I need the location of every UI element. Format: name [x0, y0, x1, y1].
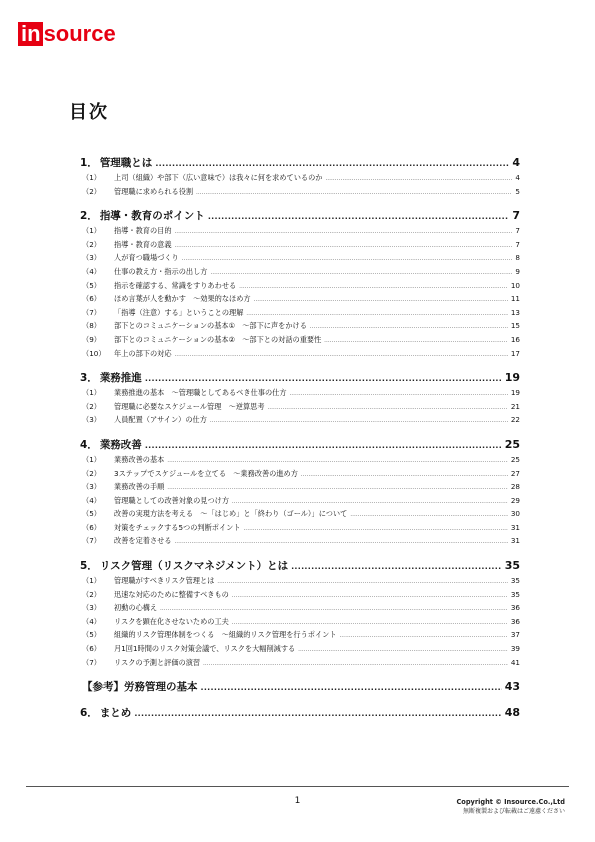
company-logo [18, 22, 116, 46]
entry-title: 業務推進の基本 ～管理職としてあるべき仕事の仕方 [114, 388, 287, 398]
dot-leader [246, 308, 507, 317]
entry-title: 管理職がすべきリスク管理とは [114, 576, 215, 586]
toc-section-heading[interactable] [80, 155, 520, 173]
section-number: 6． [80, 707, 98, 720]
dot-leader [324, 335, 508, 344]
entry-number: （3） [82, 415, 101, 425]
dot-leader [145, 372, 502, 384]
section-title: 管理職とは [99, 157, 153, 169]
entry-page: 22 [510, 415, 520, 425]
section-number: 1． [80, 157, 98, 169]
toc-entry[interactable] [80, 402, 520, 416]
entry-title: 人が育つ職場づくり [114, 253, 179, 263]
logo-text: source [43, 21, 116, 46]
dot-leader [239, 281, 508, 290]
toc-entry[interactable] [80, 281, 520, 295]
toc-entry[interactable] [80, 630, 520, 644]
entry-title: 指導・教育の意義 [114, 239, 172, 249]
entry-title: 改善を定着させる [114, 536, 172, 546]
toc-entry[interactable] [80, 576, 520, 590]
entry-page: 10 [510, 280, 520, 290]
toc-entry[interactable] [80, 469, 520, 483]
entry-title: 人員配置（アサイン）の仕方 [114, 415, 207, 425]
toc-entry[interactable] [80, 240, 520, 254]
dot-leader [182, 253, 513, 262]
dot-leader [268, 402, 508, 411]
toc-entry[interactable] [80, 415, 520, 429]
entry-page: 25 [510, 454, 520, 464]
dot-leader [350, 509, 508, 518]
toc-entry[interactable] [80, 253, 520, 267]
entry-number: （2） [82, 401, 101, 411]
entry-number: （7） [82, 307, 101, 317]
entry-number: （1） [82, 173, 101, 182]
entry-page: 4 [515, 173, 520, 182]
dot-leader [196, 187, 512, 196]
toc-entry[interactable] [80, 455, 520, 469]
copyright-text: Copyright © Insource.Co.,Ltd [456, 798, 565, 806]
toc-section [80, 208, 520, 362]
copyright-notice: 無断複製および転載はご遠慮ください [462, 808, 565, 815]
entry-page: 30 [510, 509, 520, 519]
page-number: 1 [294, 796, 301, 806]
toc-section-heading[interactable] [80, 208, 520, 226]
entry-page: 9 [515, 266, 520, 276]
entry-page: 13 [510, 307, 520, 317]
dot-leader [232, 617, 508, 626]
toc-section [80, 155, 520, 200]
entry-page: 7 [515, 226, 520, 236]
entry-number: （4） [82, 495, 101, 505]
toc-entry[interactable] [80, 509, 520, 523]
entry-page: 17 [510, 348, 520, 358]
entry-title: 年上の部下の対応 [114, 348, 172, 358]
entry-page: 28 [510, 482, 520, 492]
toc-entry[interactable] [80, 482, 520, 496]
entry-number: （7） [82, 536, 101, 546]
toc-entry[interactable] [80, 335, 520, 349]
entry-title: 改善の実現方法を考える ～「はじめ」と「終わり（ゴール）」について [114, 509, 348, 519]
dot-leader [232, 496, 508, 505]
toc-section-heading[interactable] [80, 370, 520, 388]
entry-title: リスクを顕在化させないための工夫 [114, 616, 229, 626]
entry-number: （3） [82, 253, 101, 263]
entry-number: （8） [82, 321, 101, 331]
dot-leader [232, 590, 508, 599]
toc-section [80, 437, 520, 550]
entry-number: （10） [82, 348, 106, 358]
toc-entry[interactable] [80, 294, 520, 308]
entry-page: 19 [510, 388, 520, 398]
section-number: 2． [80, 210, 98, 223]
entry-title: 「指導（注意）する」ということの理解 [114, 307, 244, 317]
section-number: 4． [80, 438, 98, 451]
dot-leader [291, 560, 502, 572]
dot-leader [310, 321, 508, 330]
dot-leader [210, 267, 512, 276]
toc-section-heading[interactable] [80, 705, 520, 723]
dot-leader [301, 469, 508, 478]
entry-page: 11 [510, 294, 520, 304]
entry-number: （3） [82, 482, 101, 492]
entry-number: （2） [82, 468, 101, 478]
entry-number: （6） [82, 522, 101, 532]
section-title: 業務改善 [99, 438, 142, 451]
section-page: 19 [504, 371, 520, 385]
section-number: 5． [80, 560, 98, 573]
dot-leader [175, 226, 513, 235]
dot-leader [244, 523, 508, 532]
section-number: 3． [80, 372, 98, 385]
entry-title: 業務改善の手順 [114, 482, 165, 492]
entry-page: 5 [515, 186, 520, 196]
entry-title: リスクの予測と評価の演習 [114, 657, 201, 667]
entry-title: 管理職に求められる役割 [114, 186, 194, 196]
entry-number: （2） [82, 589, 101, 599]
entry-page: 36 [510, 616, 520, 626]
table-of-contents [80, 155, 520, 731]
section-page: 48 [504, 706, 520, 720]
dot-leader [155, 157, 509, 169]
dot-leader [167, 455, 508, 464]
entry-page: 37 [510, 630, 520, 640]
toc-entry[interactable] [80, 388, 520, 402]
dot-leader [298, 644, 508, 653]
entry-number: （1） [82, 388, 101, 398]
toc-entry[interactable] [80, 536, 520, 550]
dot-leader [134, 707, 501, 719]
section-title: 指導・教育のポイント [99, 210, 205, 223]
dot-leader [208, 210, 510, 222]
dot-leader [145, 439, 502, 451]
toc-section-heading[interactable] [80, 437, 520, 455]
entry-title: 部下とのコミュニケーションの基本② ～部下との対話の重要性 [114, 334, 322, 344]
entry-title: 月1回1時間のリスク対策会議で、リスクを大幅削減する [114, 644, 296, 654]
entry-number: （1） [82, 576, 101, 586]
toc-entry[interactable] [80, 173, 520, 187]
section-title: 業務推進 [99, 372, 142, 385]
toc-section-heading[interactable] [80, 679, 520, 697]
entry-page: 31 [510, 536, 520, 546]
entry-title: 指示を確認する、常識をすりあわせる [114, 280, 237, 290]
entry-number: （7） [82, 657, 101, 667]
dot-leader [160, 603, 508, 612]
toc-section [80, 705, 520, 723]
dot-leader [175, 349, 508, 358]
entry-number: （4） [82, 616, 101, 626]
entry-number: （3） [82, 603, 101, 613]
entry-title: 管理職としての改善対象の見つけ方 [114, 495, 230, 505]
toc-entry[interactable] [80, 349, 520, 363]
toc-section [80, 370, 520, 429]
entry-number: （6） [82, 294, 101, 304]
entry-number: （1） [82, 226, 101, 236]
entry-number: （2） [82, 239, 101, 249]
dot-leader [254, 294, 508, 303]
footer-copyright-block [456, 797, 565, 817]
entry-title: 管理職に必要なスケジュール管理 ～逆算思考 [114, 401, 265, 411]
entry-page: 35 [510, 576, 520, 586]
entry-number: （2） [82, 186, 101, 196]
section-title: リスク管理（リスクマネジメント）とは [99, 560, 289, 573]
entry-page: 8 [515, 253, 520, 263]
entry-title: 上司（組織）や部下（広い意味で）は我々に何を求めているのか [114, 173, 323, 182]
entry-title: 迅速な対応のために整備すべきもの [114, 589, 229, 599]
page-title: 目次 [69, 102, 109, 123]
entry-title: 組織的リスク管理体制をつくる ～組織的リスク管理を行うポイント [114, 630, 337, 640]
entry-page: 29 [510, 495, 520, 505]
dot-leader [325, 173, 512, 182]
entry-page: 35 [510, 589, 520, 599]
toc-entry[interactable] [80, 321, 520, 335]
section-page: 7 [512, 209, 520, 223]
dot-leader [217, 576, 508, 585]
entry-number: （5） [82, 630, 101, 640]
section-title: 【参考】労務管理の基本 [82, 681, 198, 694]
entry-number: （1） [82, 454, 101, 464]
entry-title: 3ステップでスケジュールを立てる ～業務改善の進め方 [114, 468, 298, 478]
toc-entry[interactable] [80, 496, 520, 510]
entry-page: 27 [510, 468, 520, 478]
toc-entry[interactable] [80, 226, 520, 240]
entry-page: 21 [510, 401, 520, 411]
section-page: 35 [504, 559, 520, 573]
entry-number: （5） [82, 509, 101, 519]
entry-title: ほめ言葉が人を動かす ～効果的なほめ方 [114, 294, 251, 304]
logo-highlight: in [18, 22, 43, 46]
entry-title: 業務改善の基本 [114, 454, 165, 464]
toc-entry[interactable] [80, 187, 520, 201]
toc-entry[interactable] [80, 308, 520, 322]
footer-divider [26, 786, 569, 787]
entry-page: 7 [515, 239, 520, 249]
toc-entry[interactable] [80, 523, 520, 537]
dot-leader [167, 482, 508, 491]
toc-entry[interactable] [80, 644, 520, 658]
section-title: まとめ [99, 707, 132, 720]
entry-title: 部下とのコミュニケーションの基本① ～部下に声をかける [114, 321, 307, 331]
toc-entry[interactable] [80, 617, 520, 631]
toc-entry[interactable] [80, 658, 520, 672]
section-page: 43 [504, 680, 520, 694]
toc-section [80, 679, 520, 697]
entry-title: 対策をチェックする5つの判断ポイント [114, 522, 241, 532]
dot-leader [340, 630, 508, 639]
toc-section-heading[interactable] [80, 558, 520, 576]
entry-number: （4） [82, 266, 101, 276]
toc-entry[interactable] [80, 590, 520, 604]
section-page: 25 [504, 437, 520, 451]
entry-page: 15 [510, 321, 520, 331]
entry-number: （9） [82, 334, 101, 344]
entry-page: 31 [510, 522, 520, 532]
dot-leader [175, 240, 513, 249]
dot-leader [210, 415, 508, 424]
toc-entry[interactable] [80, 267, 520, 281]
entry-page: 39 [510, 644, 520, 654]
dot-leader [290, 388, 508, 397]
entry-title: 初動の心構え [114, 603, 158, 613]
entry-number: （5） [82, 280, 101, 290]
dot-leader [201, 681, 502, 693]
toc-section [80, 558, 520, 671]
entry-page: 41 [510, 657, 520, 667]
toc-entry[interactable] [80, 603, 520, 617]
entry-title: 指導・教育の目的 [114, 226, 172, 236]
entry-number: （6） [82, 644, 101, 654]
dot-leader [175, 536, 508, 545]
entry-page: 36 [510, 603, 520, 613]
dot-leader [203, 658, 508, 667]
section-page: 4 [512, 156, 520, 169]
entry-page: 16 [510, 334, 520, 344]
entry-title: 仕事の教え方・指示の出し方 [114, 266, 208, 276]
